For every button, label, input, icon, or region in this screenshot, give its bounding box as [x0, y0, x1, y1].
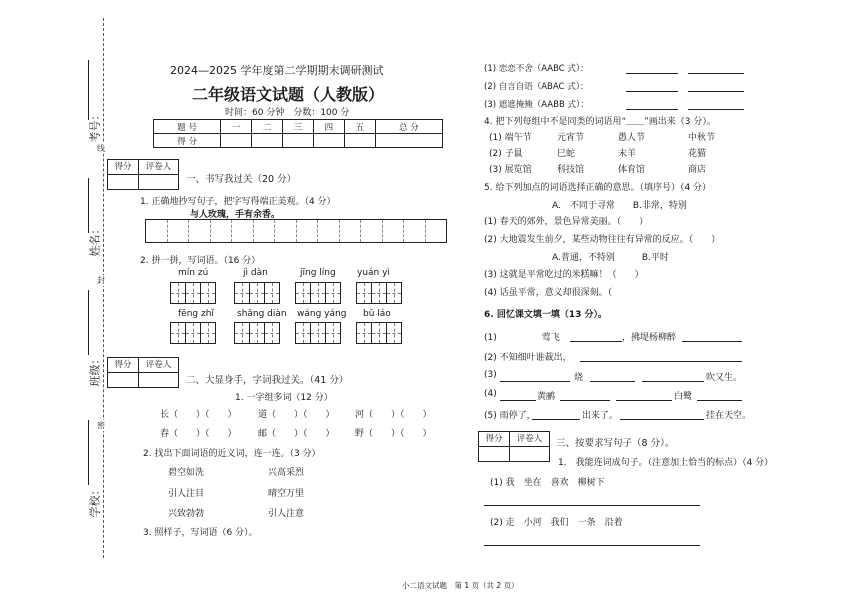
q5-sentence[interactable]: (3) 这就是平常吃过的米糕嘛！（ ） [484, 270, 644, 280]
left-word[interactable]: 引人注目 [168, 489, 205, 499]
poem-text: ，拂堤杨柳醉 [622, 333, 677, 343]
grader-pingjuanren: 评卷人 [139, 160, 178, 175]
answer-line[interactable] [484, 544, 700, 546]
score-input-cell[interactable] [344, 134, 375, 148]
label-kaohao: 考号： [88, 109, 102, 143]
abbc-item: (3) 遮遮掩掩（AABB 式）： [484, 100, 589, 110]
answer-line[interactable] [626, 108, 678, 110]
section1-title: 一、书写我过关（20 分） [186, 174, 297, 185]
score-input-cell[interactable] [375, 134, 442, 148]
score-header-cell: 五 [344, 120, 375, 134]
answer-line[interactable] [688, 90, 744, 92]
sentence-words: (1) 我 坐在 喜欢 柳树下 [490, 478, 605, 488]
pinyin-answer-box[interactable] [234, 322, 280, 344]
pinyin: shǎng diàn [237, 309, 287, 319]
right-word[interactable]: 引人注意 [268, 509, 305, 519]
answer-line[interactable] [620, 418, 704, 420]
answer-line[interactable] [697, 399, 742, 401]
sec2-q1: 1. 一字组多词（12 分） [235, 393, 333, 403]
q5-title: 5. 给下列加点的词语选择正确的意思。（填序号）（4 分） [484, 183, 712, 193]
label-xingming: 姓名： [88, 223, 102, 257]
word-group[interactable]: 春（ ）（ ） [160, 429, 237, 439]
left-word[interactable]: 兴致勃勃 [168, 509, 205, 519]
pinyin: fēng zhǐ [178, 309, 214, 319]
grader-pingjuanren: 评卷人 [510, 432, 549, 447]
answer-line[interactable] [560, 399, 610, 401]
grader-name-cell[interactable] [139, 373, 178, 387]
score-input-cell[interactable] [313, 134, 344, 148]
abbc-item: (1) 恋恋不舍（AABC 式）： [484, 64, 589, 74]
pinyin-answer-box[interactable] [234, 282, 280, 304]
xingming-line [88, 178, 89, 233]
pinyin: jīng líng [300, 268, 336, 278]
score-row-label: 得 分 [154, 134, 221, 148]
sec1-q2: 2. 拼一拼，写词语。（16 分） [140, 256, 261, 266]
poem-text: (2) 不知细叶谁裁出， [484, 353, 572, 363]
grader-name-cell[interactable] [510, 447, 549, 461]
score-header-cell: 三 [283, 120, 314, 134]
q5-options: A.普通，不特别 B.平时 [552, 253, 669, 263]
grader-defen: 得分 [108, 160, 139, 175]
pinyin: jì dàn [243, 268, 268, 278]
word-group[interactable]: 长（ ）（ ） [160, 410, 237, 420]
abbc-item: (2) 自言自语（ABAC 式）： [484, 82, 589, 92]
banji-line [88, 290, 89, 355]
group-word[interactable]: 中秋节 [688, 133, 716, 143]
section3-title: 三、按要求写句子（8 分）。 [556, 438, 675, 449]
grader-defen: 得分 [479, 432, 510, 447]
year-title: 2024—2025 学年度第二学期期末调研测试 [170, 64, 384, 77]
sec3-q1: 1. 我能连词成句子。（注意加上恰当的标点）（4 分） [558, 458, 774, 468]
grader-box-2 [107, 357, 179, 388]
answer-line[interactable] [532, 418, 580, 420]
score-input-cell[interactable] [283, 134, 314, 148]
poem-text: 挂在天空。 [706, 411, 752, 421]
grader-score-cell[interactable] [108, 175, 139, 189]
score-input-cell[interactable] [252, 134, 283, 148]
sentence-words: (2) 走 小河 我们 一条 沿着 [490, 518, 623, 528]
word-group[interactable]: 野（ ）（ ） [355, 429, 432, 439]
score-table [153, 119, 443, 148]
label-banji: 班级： [88, 353, 102, 387]
score-header-cell: 一 [221, 120, 252, 134]
label-xuexiao: 学校： [88, 484, 102, 518]
poem-text: 黄鹂 [537, 392, 556, 402]
group-word[interactable]: 商店 [688, 165, 707, 175]
pinyin-answer-box[interactable] [295, 322, 341, 344]
grader-defen: 得分 [108, 358, 139, 373]
poem-text: 出来了。 [582, 411, 619, 421]
poem-text: (3) [484, 370, 497, 380]
grader-name-cell[interactable] [139, 175, 178, 189]
group-word[interactable]: 体育馆 [618, 165, 646, 175]
answer-line[interactable] [500, 399, 536, 401]
copy-writing-grid[interactable] [145, 219, 447, 243]
score-header-cell: 四 [313, 120, 344, 134]
group-word[interactable]: 科技馆 [557, 165, 585, 175]
q5-sentence[interactable]: (4) 话虽平常，意义却很深刻。（ [484, 288, 613, 298]
left-word[interactable]: 碧空如洗 [168, 468, 205, 478]
answer-line[interactable] [500, 380, 570, 382]
cut-mark-feng: 封 [97, 276, 105, 285]
poem-text: (4) [484, 389, 497, 399]
pinyin-answer-box[interactable] [170, 282, 216, 304]
grader-box-1 [107, 159, 179, 190]
answer-line[interactable] [688, 108, 744, 110]
answer-line[interactable] [642, 380, 704, 382]
pinyin: wáng yáng [297, 309, 347, 319]
score-header-cell: 题 号 [154, 120, 221, 134]
poem-text: 白鹭 [674, 392, 693, 402]
q5-sentence[interactable]: (1) 春天的郊外，景色异常美丽。（ ） [484, 217, 649, 227]
poem-text: 烧 [574, 373, 584, 383]
group-word[interactable]: 巳蛇 [557, 149, 576, 159]
section2-title: 二、大显身手，字词我过关。（41 分） [186, 375, 349, 386]
answer-line[interactable] [626, 72, 678, 74]
group-word[interactable]: (1) 端午节 [489, 133, 532, 143]
page-title: 二年级语文试题（人教版） [192, 85, 385, 104]
word-group[interactable]: 道（ ）（ ） [258, 410, 335, 420]
kaohao-line [88, 60, 89, 120]
answer-line[interactable] [590, 380, 635, 382]
cut-mark-mi: 密 [97, 421, 105, 430]
pinyin-answer-box[interactable] [295, 282, 341, 304]
group-word[interactable]: 花猫 [688, 149, 707, 159]
score-header-cell: 总 分 [375, 120, 442, 134]
q6-title: 6. 回忆课文填一填（13 分）。 [484, 310, 607, 320]
sec1-q1-sentence: 与人玫瑰，手有余香。 [190, 210, 281, 220]
word-group[interactable]: 河（ ）（ ） [355, 410, 432, 420]
right-word[interactable]: 晴空万里 [268, 489, 305, 499]
poem-text: 吹又生。 [706, 373, 743, 383]
group-word[interactable]: 元宵节 [557, 133, 585, 143]
sec1-q1: 1. 正确地抄写句子，把字写得端正美观。（4 分） [140, 197, 336, 207]
answer-line[interactable] [484, 504, 700, 506]
poem-text: (1) 莺飞 [484, 333, 560, 343]
score-header-cell: 二 [252, 120, 283, 134]
grader-score-cell[interactable] [108, 373, 139, 387]
answer-line[interactable] [688, 72, 744, 74]
group-word[interactable]: 未羊 [618, 149, 637, 159]
answer-line[interactable] [580, 360, 742, 362]
xuexiao-line [88, 420, 89, 485]
answer-line[interactable] [616, 399, 672, 401]
grader-pingjuanren: 评卷人 [139, 358, 178, 373]
group-word[interactable]: (3) 展览馆 [489, 165, 532, 175]
sec2-q3: 3. 照样子，写词语（6 分）。 [143, 528, 258, 538]
page-footer: 小二语文试题 第 1 页（共 2 页） [402, 581, 519, 590]
grader-box-3 [478, 431, 550, 462]
right-word[interactable]: 兴高采烈 [268, 468, 305, 478]
q4-title: 4. 把下列每组中不是同类的词语用“＿＿”画出来（3 分）。 [484, 117, 716, 127]
group-word[interactable]: (2) 子鼠 [489, 149, 523, 159]
grader-score-cell[interactable] [479, 447, 510, 461]
poem-text: (5) 雨停了， [484, 411, 536, 421]
score-input-cell[interactable] [221, 134, 252, 148]
word-group[interactable]: 邮（ ）（ ） [258, 429, 335, 439]
pinyin: yuán yì [357, 268, 390, 278]
pinyin-answer-box[interactable] [356, 322, 402, 344]
answer-line[interactable] [570, 340, 622, 342]
answer-line[interactable] [682, 340, 742, 342]
cut-mark-xian: 线 [97, 144, 105, 153]
answer-line[interactable] [626, 90, 678, 92]
pinyin-answer-box[interactable] [356, 282, 402, 304]
q5-sentence[interactable]: (2) 大地震发生前夕，某些动物往往有异常的反应。（ ） [484, 235, 721, 245]
pinyin-answer-box[interactable] [170, 322, 216, 344]
q5-options: A. 不同于寻常 B.非常，特别 [552, 201, 687, 211]
sec2-q2: 2. 找出下面词语的近义词，连一连。（3 分） [143, 449, 321, 459]
pinyin: bǔ láo [363, 309, 391, 319]
binding-dashed-line [103, 18, 104, 558]
time-score: 时间：60 分钟 分数：100 分 [225, 108, 350, 118]
pinyin: mín zú [178, 268, 209, 278]
group-word[interactable]: 愚人节 [618, 133, 646, 143]
